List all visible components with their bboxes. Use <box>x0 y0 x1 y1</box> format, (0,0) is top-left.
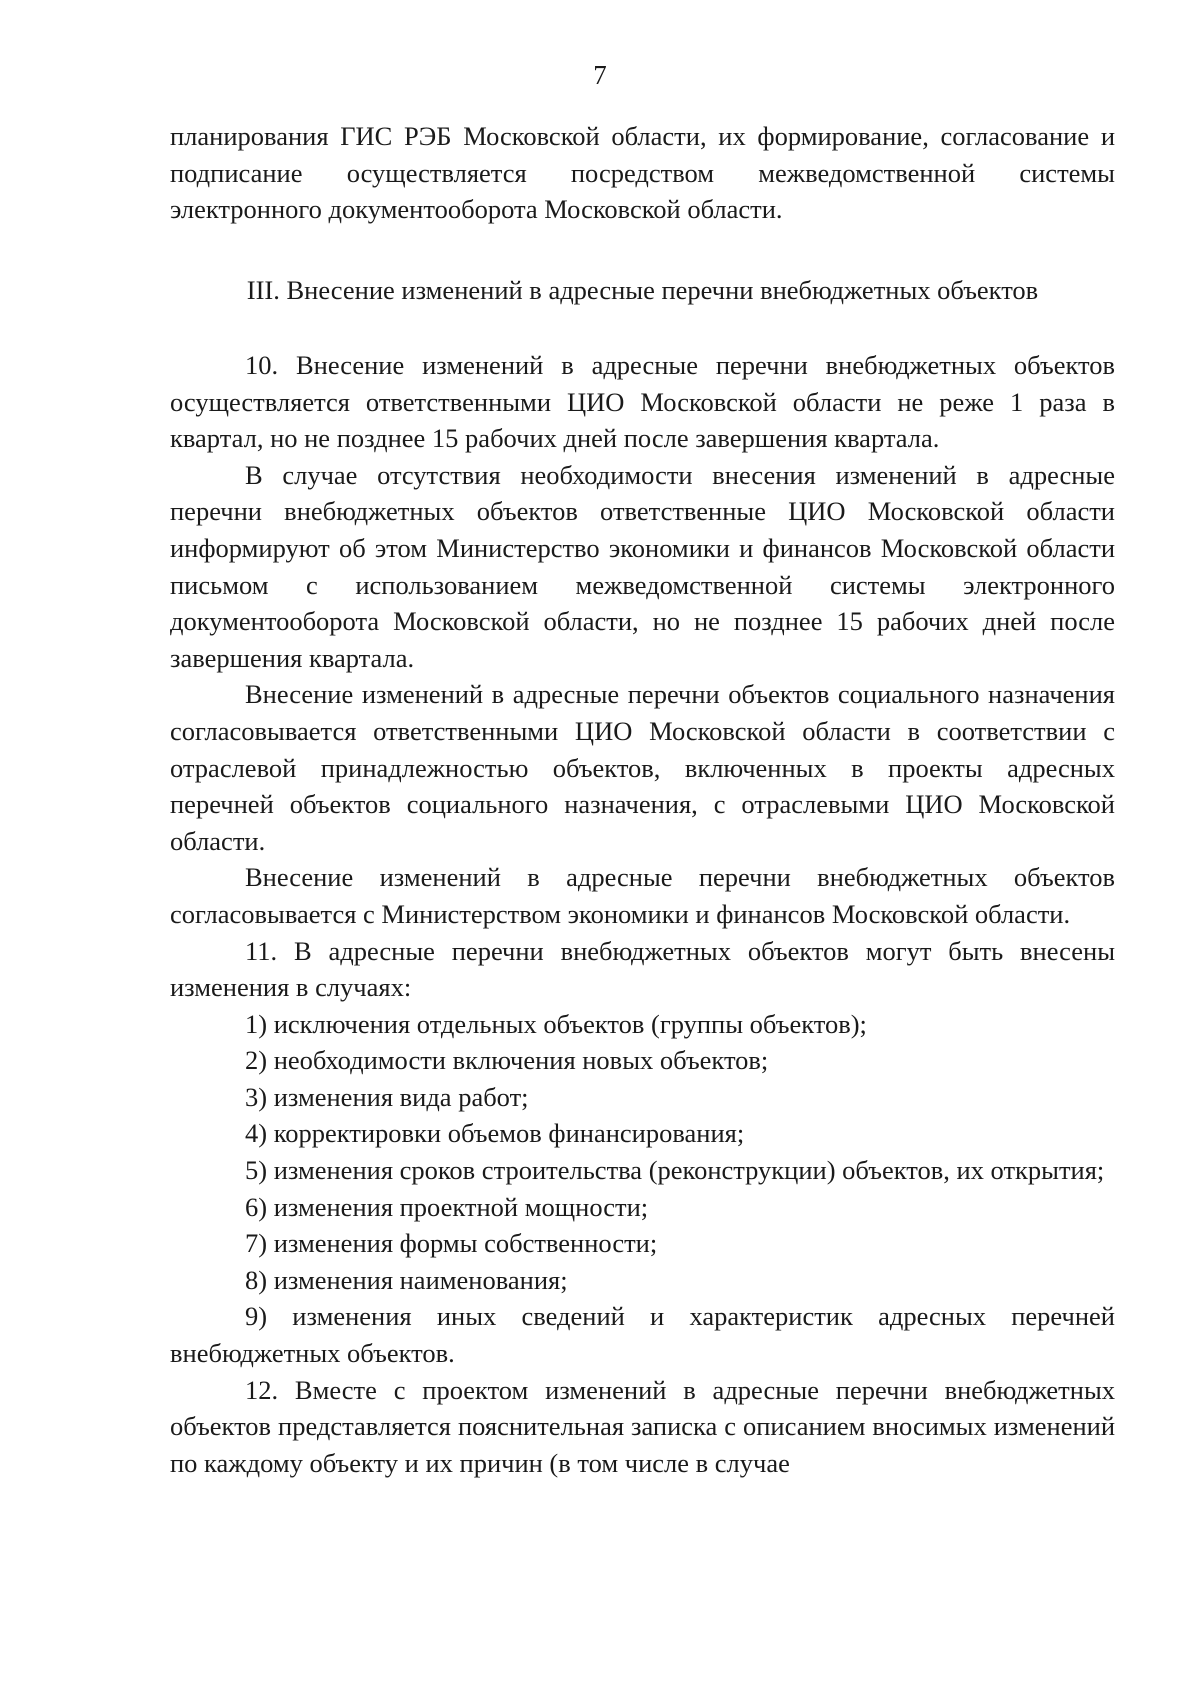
list-item-9: 9) изменения иных сведений и характеристик адресных перечней внебюджетных объектов. <box>170 1301 1115 1369</box>
section-heading: III. Внесение изменений в адресные перечни внебюджетных объектов <box>246 275 1039 305</box>
list-item-1: 1) исключения отдельных объектов (группы объектов); <box>245 1008 867 1039</box>
paragraph-no-changes: В случае отсутствия необходимости внесения изменений в адресные перечни внебюджетных объектов ответственные ЦИО Московской области информируют об этом Министерство экономики и финансов Московской области письмом с использованием межведомственной системы электронного документооборота Московской области, но не позднее 15 рабочих дней после завершения квартала. <box>170 459 1115 673</box>
list-item-3: 3) изменения вида работ; <box>245 1081 529 1112</box>
page-number: 7 <box>593 60 607 90</box>
list-item-8: 8) изменения наименования; <box>245 1264 568 1295</box>
paragraph-12: 12. Вместе с проектом изменений в адресные перечни внебюджетных объектов представляется пояснительная записка с описанием вносимых изменений по каждому объекту и их причин (в том числе в случае <box>170 1374 1115 1478</box>
paragraph-ministry-agreement: Внесение изменений в адресные перечни внебюджетных объектов согласовывается с Министерством экономики и финансов Московской области. <box>170 862 1115 929</box>
list-item-6: 6) изменения проектной мощности; <box>245 1191 649 1222</box>
section-body <box>170 347 1115 1481</box>
paragraph-10: 10. Внесение изменений в адресные перечни внебюджетных объектов осуществляется ответственными ЦИО Московской области не реже 1 раза в квартал, но не позднее 15 рабочих дней после завершения квартала. <box>170 350 1115 454</box>
paragraph-social-objects: Внесение изменений в адресные перечни объектов социального назначения согласовывается ответственными ЦИО Московской области в соответствии с отраслевой принадлежностью объектов, включенных в проекты адресных перечней объектов социального назначения, с отраслевыми ЦИО Московской области. <box>170 679 1115 856</box>
intro-paragraph: планирования ГИС РЭБ Московской области, их формирование, согласование и подписание осуществляется посредством межведомственной системы электронного документооборота Московской области. <box>170 121 1115 225</box>
list-item-2: 2) необходимости включения новых объектов; <box>245 1045 769 1076</box>
list-item-5: 5) изменения сроков строительства (реконструкции) объектов, их открытия; <box>245 1155 1105 1186</box>
paragraph-11: 11. В адресные перечни внебюджетных объектов могут быть внесены изменения в случаях: <box>170 935 1115 1003</box>
list-item-7: 7) изменения формы собственности; <box>245 1228 658 1259</box>
intro-block <box>170 118 1115 228</box>
list-item-4: 4) корректировки объемов финансирования; <box>245 1118 745 1149</box>
